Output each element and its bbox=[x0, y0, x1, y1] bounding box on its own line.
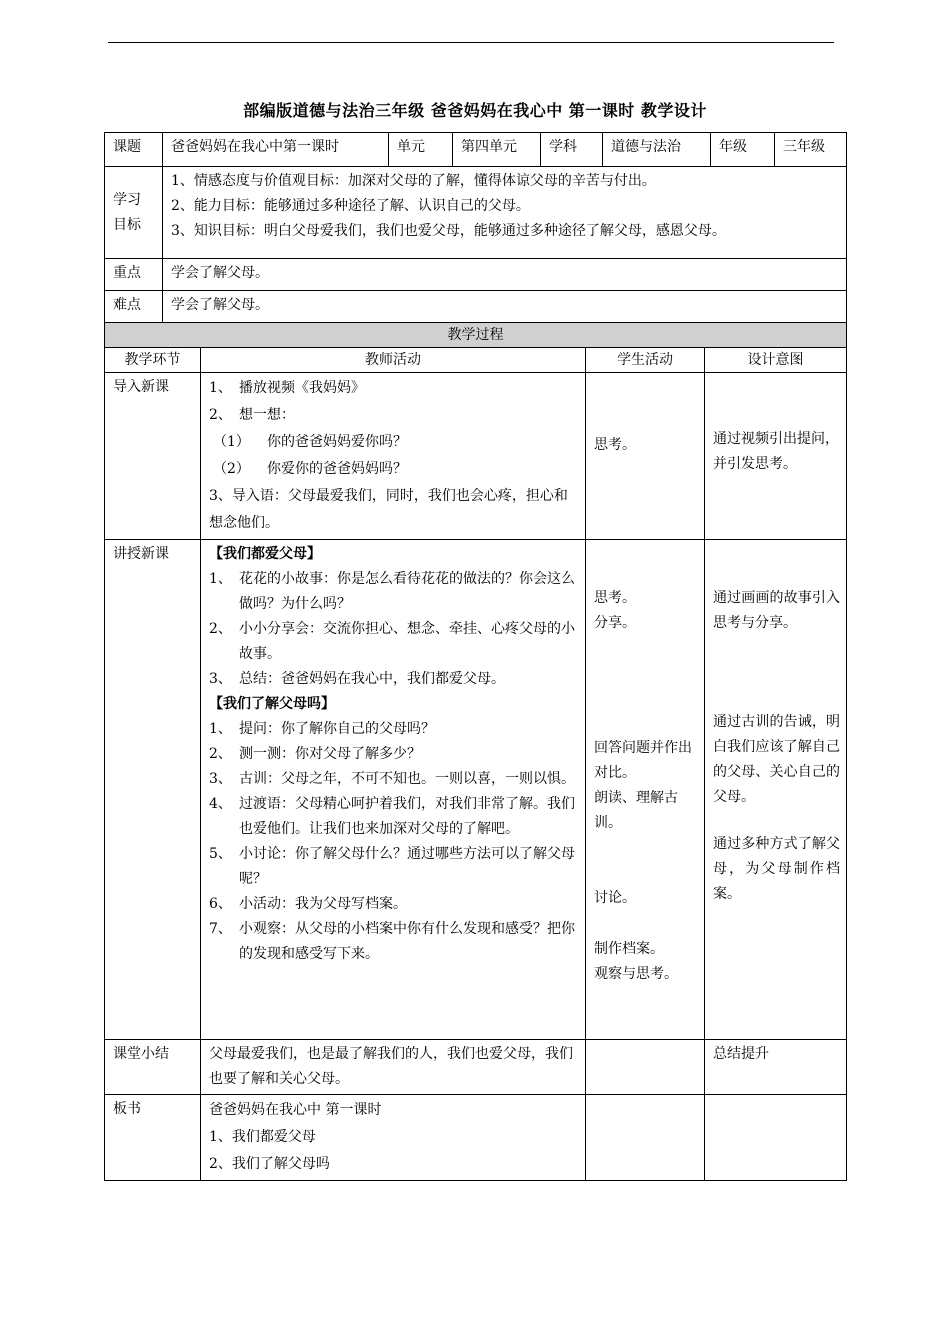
intent-intro: 通过视频引出提问，并引发思考。 bbox=[705, 373, 847, 540]
nianji-value: 三年级 bbox=[775, 133, 847, 167]
list-item: 1、 花花的小故事：你是怎么看待花花的做法的？你会这么做吗？为什么吗？ bbox=[209, 571, 575, 612]
mubiao-line: 2、能力目标：能够通过多种途径了解、认识自己的父母。 bbox=[171, 198, 530, 214]
page-title: 部编版道德与法治三年级 爸爸妈妈在我心中 第一课时 教学设计 bbox=[243, 101, 707, 120]
xueke-label: 学科 bbox=[541, 133, 603, 167]
info-row-nandian bbox=[105, 291, 847, 323]
board-line: 1、我们都爱父母 bbox=[209, 1129, 316, 1145]
student-intro: 思考。 bbox=[586, 373, 705, 540]
stage-teach: 讲授新课 bbox=[105, 540, 201, 1040]
row-summary bbox=[105, 1040, 847, 1095]
intro-lead: 3、导入语：父母最爱我们，同时，我们也会心疼，担心和想念他们。 bbox=[209, 488, 568, 531]
mubiao-label: 学习 目标 bbox=[105, 167, 163, 259]
student-summary bbox=[586, 1040, 705, 1095]
student-teach: 思考。 分享。 回答问题并作出对比。 朗读、理解古训。 讨论。 制作档案。 观察与思考。 bbox=[586, 540, 705, 1040]
stage-board: 板书 bbox=[105, 1095, 201, 1181]
info-row-keti bbox=[105, 133, 847, 167]
process-section-row bbox=[105, 323, 847, 348]
header-intent: 设计意图 bbox=[705, 348, 847, 373]
list-item: 3、 古训：父母之年，不可不知也。一则以喜，一则以惧。 bbox=[209, 771, 575, 787]
info-row-zhongdian bbox=[105, 259, 847, 291]
info-row-mubiao bbox=[105, 167, 847, 259]
zhongdian-label: 重点 bbox=[105, 259, 163, 291]
row-board bbox=[105, 1095, 847, 1181]
info-table bbox=[104, 132, 847, 323]
xueke-value: 道德与法治 bbox=[603, 133, 711, 167]
mubiao-line: 1、情感态度与价值观目标：加深对父母的了解，懂得体谅父母的辛苦与付出。 bbox=[171, 173, 656, 189]
keti-label: 课题 bbox=[105, 133, 163, 167]
intent-teach: 通过画画的故事引入思考与分享。 通过古训的告诫，明白我们应该了解自己的父母、关心自己的父母。 通过多种方式了解父母，为父母制作档案。 bbox=[705, 540, 847, 1040]
teacher-board bbox=[201, 1095, 586, 1181]
mubiao-content bbox=[163, 167, 847, 259]
stage-summary: 课堂小结 bbox=[105, 1040, 201, 1095]
mubiao-line: 3、知识目标：明白父母爱我们，我们也爱父母，能够通过多种途径了解父母，感恩父母。 bbox=[171, 223, 726, 239]
section-heading: 【我们都爱父母】 bbox=[209, 546, 321, 562]
student-board bbox=[586, 1095, 705, 1181]
board-line: 2、我们了解父母吗 bbox=[209, 1156, 330, 1172]
list-item: 2、 测一测：你对父母了解多少？ bbox=[209, 746, 421, 762]
list-sub-item: （1） 你的爸爸妈妈爱你吗？ bbox=[213, 434, 407, 450]
header-rule bbox=[108, 42, 834, 43]
process-section-title: 教学过程 bbox=[105, 323, 847, 348]
teacher-intro bbox=[201, 373, 586, 540]
list-item: 7、 小观察：从父母的小档案中你有什么发现和感受？把你的发现和感受写下来。 bbox=[209, 921, 575, 962]
list-sub-item: （2） 你爱你的爸爸妈妈吗？ bbox=[213, 461, 407, 477]
row-intro bbox=[105, 373, 847, 540]
list-item: 2、 想一想： bbox=[209, 407, 295, 423]
nandian-value: 学会了解父母。 bbox=[163, 291, 847, 323]
nandian-label: 难点 bbox=[105, 291, 163, 323]
row-teach bbox=[105, 540, 847, 1040]
teacher-summary: 父母最爱我们，也是最了解我们的人，我们也爱父母，我们也要了解和关心父母。 bbox=[201, 1040, 586, 1095]
list-item: 1、 播放视频《我妈妈》 bbox=[209, 380, 365, 396]
header-student: 学生活动 bbox=[586, 348, 705, 373]
board-line: 爸爸妈妈在我心中 第一课时 bbox=[209, 1102, 382, 1118]
nianji-label: 年级 bbox=[711, 133, 775, 167]
danyuan-value: 第四单元 bbox=[453, 133, 541, 167]
list-item: 1、 提问：你了解你自己的父母吗？ bbox=[209, 721, 435, 737]
keti-value: 爸爸妈妈在我心中第一课时 bbox=[163, 133, 389, 167]
zhongdian-value: 学会了解父母。 bbox=[163, 259, 847, 291]
list-item: 2、 小小分享会：交流你担心、想念、牵挂、心疼父母的小故事。 bbox=[209, 621, 575, 662]
process-header-row bbox=[105, 348, 847, 373]
intent-summary: 总结提升 bbox=[705, 1040, 847, 1095]
process-table bbox=[104, 322, 847, 1181]
header-stage: 教学环节 bbox=[105, 348, 201, 373]
stage-intro: 导入新课 bbox=[105, 373, 201, 540]
list-item: 3、 总结：爸爸妈妈在我心中，我们都爱父母。 bbox=[209, 671, 505, 687]
list-item: 5、 小讨论：你了解父母什么？通过哪些方法可以了解父母呢？ bbox=[209, 846, 575, 887]
section-heading: 【我们了解父母吗】 bbox=[209, 696, 335, 712]
intent-board bbox=[705, 1095, 847, 1181]
list-item: 4、 过渡语：父母精心呵护着我们，对我们非常了解。我们也爱他们。让我们也来加深对父母的了解吧。 bbox=[209, 796, 575, 837]
danyuan-label: 单元 bbox=[389, 133, 453, 167]
header-teacher: 教师活动 bbox=[201, 348, 586, 373]
teacher-teach bbox=[201, 540, 586, 1040]
list-item: 6、 小活动：我为父母写档案。 bbox=[209, 896, 407, 912]
